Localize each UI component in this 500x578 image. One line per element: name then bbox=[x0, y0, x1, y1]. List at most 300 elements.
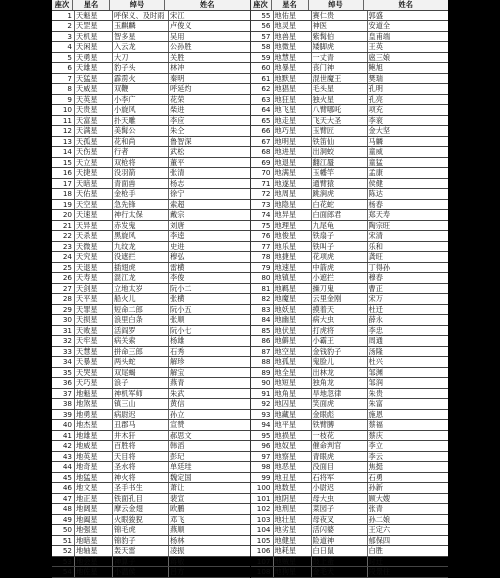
cell-nick: 豹子头 bbox=[113, 63, 169, 73]
cell-name: 柴进 bbox=[170, 105, 185, 114]
table-row bbox=[52, 273, 250, 284]
table-row bbox=[251, 431, 449, 442]
cell-no: 51 bbox=[52, 536, 75, 546]
cell-nick: 铁臂膊 bbox=[312, 420, 368, 430]
cell-nick: 玉麒麟 bbox=[113, 21, 169, 31]
cell-nick: 中箭虎 bbox=[312, 263, 368, 273]
cell-name: 黄信 bbox=[170, 399, 185, 408]
cell-no: 62 bbox=[251, 84, 274, 94]
cell-star: 天立星 bbox=[75, 158, 113, 168]
cell-no: 83 bbox=[251, 305, 274, 315]
cell-name: 张青 bbox=[368, 504, 383, 513]
cell-nick: 神行太保 bbox=[113, 210, 169, 220]
cell-star: 地暗星 bbox=[75, 536, 113, 546]
cell-no: 40 bbox=[52, 420, 75, 430]
cell-star: 地劣星 bbox=[274, 525, 312, 535]
cell-nick: 没面目 bbox=[312, 462, 368, 472]
cell-name: 郭盛 bbox=[368, 10, 383, 20]
cell-no: 23 bbox=[52, 242, 75, 252]
cell-no: 32 bbox=[52, 336, 75, 346]
cell-name: 王定六 bbox=[368, 525, 391, 534]
cell-star: 天平星 bbox=[75, 294, 113, 304]
table-row bbox=[52, 525, 250, 536]
table-row bbox=[251, 168, 449, 179]
cell-star: 天罡星 bbox=[75, 21, 113, 31]
cell-star: 地丑星 bbox=[274, 473, 312, 483]
cell-name: 李逵 bbox=[170, 231, 185, 240]
cell-nick: 通臂猿 bbox=[312, 179, 368, 189]
table-row bbox=[251, 399, 449, 410]
table-row bbox=[52, 389, 250, 400]
cell-no: 82 bbox=[251, 294, 274, 304]
cell-star: 天慧星 bbox=[75, 347, 113, 357]
table-row bbox=[251, 305, 449, 316]
header-star: 星名 bbox=[272, 0, 309, 10]
cell-no: 7 bbox=[52, 74, 75, 84]
cell-star: 地走星 bbox=[274, 116, 312, 126]
cell-star: 天猛星 bbox=[75, 74, 113, 84]
cell-name: 穆弘 bbox=[170, 252, 185, 261]
cell-nick: 青眼虎 bbox=[312, 452, 368, 462]
table-row bbox=[52, 494, 250, 505]
cell-name: 杨林 bbox=[170, 535, 185, 545]
table-row bbox=[251, 252, 449, 263]
cell-no: 63 bbox=[251, 95, 274, 105]
cell-name: 白胜 bbox=[368, 546, 383, 555]
cell-star: 地周星 bbox=[274, 189, 312, 199]
table-row bbox=[52, 294, 250, 305]
cell-name: 魏定国 bbox=[170, 472, 192, 482]
cell-nick: 操刀鬼 bbox=[312, 284, 368, 294]
cell-name: 鲍旭 bbox=[368, 63, 383, 72]
table-row bbox=[251, 147, 449, 158]
cell-nick: 百胜将 bbox=[113, 441, 169, 451]
cell-nick: 花和尚 bbox=[113, 137, 169, 147]
cell-star: 天微星 bbox=[75, 242, 113, 252]
cell-no: 3 bbox=[52, 32, 75, 42]
cell-star: 天败星 bbox=[75, 326, 113, 336]
cell-star: 天空星 bbox=[75, 200, 113, 210]
cell-name: 龚旺 bbox=[368, 252, 383, 261]
cell-no: 69 bbox=[251, 158, 274, 168]
cell-name: 孔亮 bbox=[368, 94, 383, 104]
cell-name: 顾大嫂 bbox=[368, 493, 391, 503]
cell-no: 13 bbox=[52, 137, 75, 147]
cell-name: 马麟 bbox=[368, 136, 383, 146]
cell-no: 27 bbox=[52, 284, 75, 294]
cell-nick: 智多星 bbox=[113, 32, 169, 42]
cell-name: 朱贵 bbox=[368, 388, 383, 398]
cell-star: 地满星 bbox=[274, 168, 312, 178]
cell-name: 金大坚 bbox=[368, 126, 391, 135]
cell-no: 72 bbox=[251, 189, 274, 199]
cell-no: 38 bbox=[52, 399, 75, 409]
cell-name: 林冲 bbox=[170, 63, 185, 72]
cell-no: 98 bbox=[251, 462, 274, 472]
cell-no: 79 bbox=[251, 263, 274, 273]
table-row bbox=[52, 168, 250, 179]
cell-star: 地妖星 bbox=[274, 305, 312, 315]
cell-name: 石勇 bbox=[368, 472, 383, 482]
cell-no: 18 bbox=[52, 189, 75, 199]
table-row bbox=[251, 74, 449, 85]
cell-no: 6 bbox=[52, 63, 75, 73]
table-row bbox=[52, 420, 250, 431]
cell-no: 30 bbox=[52, 315, 75, 325]
cell-name: 徐宁 bbox=[170, 189, 185, 198]
header-row bbox=[251, 0, 449, 11]
cell-no: 21 bbox=[52, 221, 75, 231]
cell-star: 天捷星 bbox=[75, 168, 113, 178]
cell-star: 地佐星 bbox=[75, 567, 113, 577]
cell-no: 107 bbox=[251, 557, 274, 567]
cell-nick: 铁面孔目 bbox=[113, 494, 169, 504]
cell-star: 地威星 bbox=[75, 441, 113, 451]
cell-star: 地短星 bbox=[274, 378, 312, 388]
cell-name: 杨志 bbox=[170, 178, 185, 188]
cell-star: 地阔星 bbox=[75, 504, 113, 514]
cell-star: 地速星 bbox=[274, 263, 312, 273]
cell-nick: 病大虫 bbox=[312, 315, 368, 325]
cell-no: 64 bbox=[251, 105, 274, 115]
cell-name: 郝思文 bbox=[170, 430, 192, 440]
table-row bbox=[52, 158, 250, 169]
cell-star: 天伤星 bbox=[75, 147, 113, 157]
cell-name: 朱武 bbox=[170, 388, 185, 398]
table-row bbox=[52, 84, 250, 95]
cell-nick: 大刀 bbox=[113, 53, 169, 63]
table-row bbox=[251, 378, 449, 389]
cell-nick: 独角龙 bbox=[312, 378, 368, 388]
cell-name: 汤隆 bbox=[368, 346, 383, 356]
table-row bbox=[52, 483, 250, 494]
cell-nick: 一丈青 bbox=[312, 53, 368, 63]
cell-nick: 丑郡马 bbox=[113, 420, 169, 430]
cell-nick: 一枝花 bbox=[312, 431, 368, 441]
table-row bbox=[52, 42, 250, 53]
cell-name: 燕青 bbox=[170, 378, 185, 387]
header-nick: 绰号 bbox=[110, 0, 165, 10]
cell-nick: 入云龙 bbox=[113, 42, 169, 52]
cell-no: 1 bbox=[52, 11, 75, 21]
table-row bbox=[52, 95, 250, 106]
cell-star: 天损星 bbox=[75, 315, 113, 325]
cell-name: 雷横 bbox=[170, 262, 185, 272]
cell-nick: 青面兽 bbox=[113, 179, 169, 189]
cell-star: 地乐星 bbox=[274, 242, 312, 252]
cell-no: 44 bbox=[52, 462, 75, 472]
cell-star: 地正星 bbox=[75, 494, 113, 504]
cell-star: 天巧星 bbox=[75, 378, 113, 388]
cell-no: 90 bbox=[251, 378, 274, 388]
table-row bbox=[52, 557, 250, 568]
cell-star: 天满星 bbox=[75, 126, 113, 136]
cell-star: 地角星 bbox=[274, 389, 312, 399]
cell-star: 地会星 bbox=[75, 557, 113, 567]
cell-star: 天威星 bbox=[75, 84, 113, 94]
cell-nick: 九尾龟 bbox=[312, 221, 368, 231]
cell-no: 8 bbox=[52, 84, 75, 94]
cell-no: 92 bbox=[251, 399, 274, 409]
table-row bbox=[52, 326, 250, 337]
table-row bbox=[251, 315, 449, 326]
cell-name: 孙新 bbox=[368, 483, 383, 492]
header-star: 星名 bbox=[73, 0, 110, 10]
cell-no: 37 bbox=[52, 389, 75, 399]
cell-star: 地狂星 bbox=[274, 95, 312, 105]
cell-no: 103 bbox=[251, 515, 274, 525]
cell-star: 地佑星 bbox=[274, 11, 312, 21]
cell-nick: 拼命三郎 bbox=[113, 347, 169, 357]
table-row bbox=[251, 473, 449, 484]
cell-no: 66 bbox=[251, 126, 274, 136]
cell-no: 104 bbox=[251, 525, 274, 535]
header-name: 姓名 bbox=[165, 0, 250, 10]
cell-nick: 金眼彪 bbox=[312, 410, 368, 420]
cell-name: 孙立 bbox=[170, 409, 185, 419]
cell-nick: 母夜叉 bbox=[312, 515, 368, 525]
table-row bbox=[52, 378, 250, 389]
table-row bbox=[52, 32, 250, 43]
cell-star: 天杀星 bbox=[75, 231, 113, 241]
cell-star: 地幽星 bbox=[274, 315, 312, 325]
cell-name: 秦明 bbox=[170, 73, 185, 83]
cell-no: 102 bbox=[251, 504, 274, 514]
cell-name: 童猛 bbox=[368, 157, 383, 167]
table-row bbox=[251, 189, 449, 200]
header-no: 座次 bbox=[251, 0, 272, 10]
cell-no: 17 bbox=[52, 179, 75, 189]
cell-name: 孔明 bbox=[368, 84, 383, 93]
cell-no: 57 bbox=[251, 32, 274, 42]
cell-nick: 八臂哪吒 bbox=[312, 105, 368, 115]
cell-name: 刘唐 bbox=[170, 220, 185, 230]
cell-star: 地进星 bbox=[274, 147, 312, 157]
cell-no: 9 bbox=[52, 95, 75, 105]
cell-name: 樊瑞 bbox=[368, 73, 383, 83]
cell-name: 张顺 bbox=[170, 315, 185, 324]
cell-name: 陈达 bbox=[368, 189, 383, 198]
cell-no: 11 bbox=[52, 116, 75, 126]
cell-nick: 混世魔王 bbox=[312, 74, 368, 84]
cell-no: 61 bbox=[251, 74, 274, 84]
cell-name: 解宝 bbox=[170, 367, 185, 377]
table-row bbox=[52, 147, 250, 158]
cell-nick: 玉幡竿 bbox=[312, 168, 368, 178]
cell-nick: 短命二郎 bbox=[113, 305, 169, 315]
table-row bbox=[52, 116, 250, 127]
table-row bbox=[52, 74, 250, 85]
cell-name: 安道全 bbox=[368, 21, 391, 30]
cell-star: 地飞星 bbox=[274, 105, 312, 115]
cell-name: 解珍 bbox=[170, 357, 185, 366]
cell-no: 5 bbox=[52, 53, 75, 63]
cell-star: 地兽星 bbox=[274, 32, 312, 42]
cell-name: 时迁 bbox=[368, 556, 383, 566]
cell-name: 蔡庆 bbox=[368, 430, 383, 440]
cell-no: 29 bbox=[52, 305, 75, 315]
table-row bbox=[251, 95, 449, 106]
cell-name: 李云 bbox=[368, 451, 383, 461]
cell-name: 杨雄 bbox=[170, 336, 185, 345]
cell-nick: 圣水将 bbox=[113, 462, 169, 472]
cell-no: 52 bbox=[52, 546, 75, 556]
cell-star: 天速星 bbox=[75, 210, 113, 220]
cell-no: 47 bbox=[52, 494, 75, 504]
cell-no: 2 bbox=[52, 21, 75, 31]
cell-star: 地损星 bbox=[274, 431, 312, 441]
cell-star: 地隐星 bbox=[274, 200, 312, 210]
table-row bbox=[52, 567, 250, 578]
cell-nick: 圣手书生 bbox=[113, 483, 169, 493]
table-row bbox=[251, 126, 449, 137]
cell-no: 12 bbox=[52, 126, 75, 136]
cell-name: 鲁智深 bbox=[170, 136, 192, 146]
table-row bbox=[251, 357, 449, 368]
cell-name: 李立 bbox=[368, 441, 383, 450]
cell-name: 蔡福 bbox=[368, 420, 383, 429]
cell-star: 地囚星 bbox=[274, 399, 312, 409]
cell-name: 施恩 bbox=[368, 409, 383, 419]
cell-name: 单廷珪 bbox=[170, 462, 192, 471]
cell-star: 天剑星 bbox=[75, 284, 113, 294]
cell-nick: 母大虫 bbox=[312, 494, 368, 504]
table-row bbox=[52, 126, 250, 137]
cell-name: 宋万 bbox=[368, 294, 383, 303]
cell-no: 95 bbox=[251, 431, 274, 441]
header-row bbox=[52, 0, 250, 11]
cell-nick: 金钱豹子 bbox=[312, 347, 368, 357]
cell-no: 76 bbox=[251, 231, 274, 241]
cell-no: 26 bbox=[52, 273, 75, 283]
table-row bbox=[251, 536, 449, 547]
cell-name: 韩滔 bbox=[170, 441, 185, 450]
cell-nick: 混江龙 bbox=[113, 273, 169, 283]
cell-name: 穆春 bbox=[368, 273, 383, 282]
cell-star: 地默星 bbox=[274, 74, 312, 84]
table-row bbox=[251, 32, 449, 43]
table-row bbox=[52, 515, 250, 526]
cell-nick: 双鞭 bbox=[113, 84, 169, 94]
table-row bbox=[251, 326, 449, 337]
table-row bbox=[52, 315, 250, 326]
cell-star: 天孤星 bbox=[75, 137, 113, 147]
cell-name: 凌振 bbox=[170, 546, 185, 555]
cell-nick: 菜园子 bbox=[312, 504, 368, 514]
cell-star: 地伏星 bbox=[274, 326, 312, 336]
table-row bbox=[251, 515, 449, 526]
table-row bbox=[251, 494, 449, 505]
table-row bbox=[52, 252, 250, 263]
cell-star: 天究星 bbox=[75, 252, 113, 262]
cell-no: 28 bbox=[52, 294, 75, 304]
cell-nick: 神算子 bbox=[113, 557, 169, 567]
cell-nick: 摩云金翅 bbox=[113, 504, 169, 514]
cell-name: 吴用 bbox=[170, 31, 185, 41]
cell-no: 46 bbox=[52, 483, 75, 493]
cell-star: 地退星 bbox=[274, 158, 312, 168]
cell-name: 乐和 bbox=[368, 241, 383, 251]
cell-name: 曹正 bbox=[368, 283, 383, 293]
cell-nick: 出林龙 bbox=[312, 368, 368, 378]
cell-name: 燕顺 bbox=[170, 525, 185, 534]
roster-table bbox=[52, 0, 448, 576]
table-row bbox=[251, 105, 449, 116]
cell-no: 19 bbox=[52, 200, 75, 210]
table-row bbox=[251, 21, 449, 32]
cell-name: 宣赞 bbox=[170, 420, 185, 429]
table-row bbox=[52, 263, 250, 274]
cell-name: 孟康 bbox=[368, 168, 383, 177]
cell-nick: 毛头星 bbox=[312, 84, 368, 94]
cell-name: 郑天寿 bbox=[368, 210, 391, 219]
table-row bbox=[251, 483, 449, 494]
cell-star: 地全星 bbox=[274, 368, 312, 378]
cell-star: 地慧星 bbox=[274, 53, 312, 63]
cell-no: 94 bbox=[251, 420, 274, 430]
cell-star: 地贼星 bbox=[274, 557, 312, 567]
cell-name: 石秀 bbox=[170, 346, 185, 356]
cell-star: 地轴星 bbox=[75, 546, 113, 556]
cell-nick: 双尾蝎 bbox=[113, 368, 169, 378]
table-row bbox=[251, 504, 449, 515]
table-row bbox=[52, 431, 250, 442]
cell-star: 地奴星 bbox=[274, 441, 312, 451]
cell-nick: 云里金刚 bbox=[312, 294, 368, 304]
table-row bbox=[52, 357, 250, 368]
table-row bbox=[251, 525, 449, 536]
table-row bbox=[52, 53, 250, 64]
cell-name: 李俊 bbox=[170, 273, 185, 282]
cell-no: 10 bbox=[52, 105, 75, 115]
cell-no: 97 bbox=[251, 452, 274, 462]
cell-no: 33 bbox=[52, 347, 75, 357]
cell-nick: 活阎罗 bbox=[113, 326, 169, 336]
table-row bbox=[52, 399, 250, 410]
cell-no: 108 bbox=[251, 567, 274, 577]
cell-no: 74 bbox=[251, 210, 274, 220]
cell-nick: 霹雳火 bbox=[113, 74, 169, 84]
cell-no: 73 bbox=[251, 200, 274, 210]
cell-star: 地猖星 bbox=[274, 84, 312, 94]
table-row bbox=[251, 557, 449, 568]
table-row bbox=[251, 546, 449, 557]
table-row bbox=[52, 462, 250, 473]
table-row bbox=[251, 158, 449, 169]
cell-nick: 两头蛇 bbox=[113, 357, 169, 367]
table-row bbox=[52, 284, 250, 295]
cell-nick: 白日鼠 bbox=[312, 546, 368, 556]
cell-no: 50 bbox=[52, 525, 75, 535]
cell-nick: 双枪将 bbox=[113, 158, 169, 168]
cell-no: 59 bbox=[251, 53, 274, 63]
cell-star: 地雄星 bbox=[75, 431, 113, 441]
cell-nick: 出洞蛟 bbox=[312, 147, 368, 157]
cell-name: 周通 bbox=[368, 336, 383, 345]
cell-no: 58 bbox=[251, 42, 274, 52]
cell-star: 天寿星 bbox=[75, 273, 113, 283]
cell-no: 91 bbox=[251, 389, 274, 399]
cell-no: 55 bbox=[251, 11, 274, 21]
cell-no: 81 bbox=[251, 284, 274, 294]
cell-name: 扈三娘 bbox=[368, 52, 391, 62]
cell-nick: 白花蛇 bbox=[312, 200, 368, 210]
cell-star: 地遂星 bbox=[274, 179, 312, 189]
cell-no: 85 bbox=[251, 326, 274, 336]
cell-no: 87 bbox=[251, 347, 274, 357]
cell-nick: 神医 bbox=[312, 21, 368, 31]
cell-nick: 急先锋 bbox=[113, 200, 169, 210]
